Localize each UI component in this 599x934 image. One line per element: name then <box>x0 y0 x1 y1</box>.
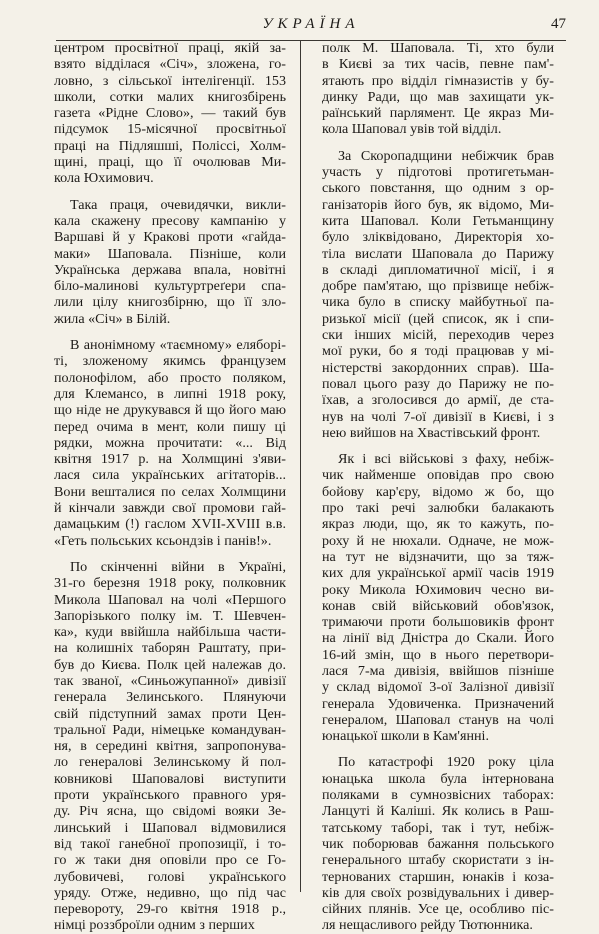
left-column <box>54 40 286 934</box>
text-line: роху й не нюхали. Одначе, не мож- <box>322 532 554 549</box>
text-line: юнацька школа була інтернована <box>322 770 554 787</box>
text-line: квітня 1917 р. на Холмщині з'яви- <box>54 451 286 468</box>
text-line: перед очима в мент, коли пишу ці <box>54 418 286 435</box>
text-line: кита Шаповал. Коли Гетьманщину <box>322 212 554 229</box>
text-line: Українська держава впала, новітні <box>54 261 286 278</box>
text-line: Микола Шаповал на чолі «Першого <box>54 591 286 608</box>
text-line: німці роззброїли одним з перших <box>54 917 255 934</box>
text-line: на тут не відзначити, що за тяж- <box>322 548 554 565</box>
paragraph <box>54 559 286 934</box>
text-line: ті, зложеному якимсь французем <box>54 353 286 370</box>
text-line: «Геть польських ксьондзів і панів!». <box>54 532 272 549</box>
text-line: школи, сотки малих книгозбірень <box>54 88 286 105</box>
text-line: татському таборі, так і тут, небіж- <box>322 819 554 836</box>
text-line: кола Шаповал увів той відділ. <box>322 121 502 138</box>
text-line: Варшаві й у Кракові проти «гайда- <box>54 229 286 246</box>
text-line: кола Юхимович. <box>54 170 154 187</box>
paragraph <box>54 337 286 549</box>
text-line: в складі дипломатичної місії, і я <box>322 261 554 278</box>
text-line: центром просвітної праці, якій за- <box>54 40 286 56</box>
text-line: генерала Зелинського. Плянуючи <box>54 689 286 706</box>
text-line: генерального штабу скористати з ін- <box>322 852 554 869</box>
text-line: ля нещасливого рейду Тютюнника. <box>322 917 533 934</box>
paragraph-gap <box>54 327 286 337</box>
text-line: ністерстві закордонних справ). Ша- <box>322 359 554 376</box>
text-line: перевороту, 29-го квітня 1918 р., <box>54 901 286 918</box>
text-line: їхав, а зголосився до армії, де ста- <box>322 392 554 409</box>
journal-title: УКРАЇНА <box>262 16 360 32</box>
text-line: поляками в сумнозвісних таборах: <box>322 787 554 804</box>
text-line: тримаючи проти большовиків фронт <box>322 614 554 631</box>
text-line: Запорізького полку ім. Т. Шевчен- <box>54 607 286 624</box>
text-line: було зліквідовано, Директорія хо- <box>322 229 554 246</box>
text-line: підсумок 15-місячної просвітньої <box>54 121 286 138</box>
text-line: ски інших місій, переходив через <box>322 327 554 344</box>
text-line: й кінчали завжди свої промови гай- <box>54 500 286 517</box>
text-line: щині, праці, що її очолював Ми- <box>54 154 286 171</box>
text-line: За Скоропадщини небіжчик брав <box>338 147 554 164</box>
text-line: го ж таки дня оповіли про се Го- <box>54 852 286 869</box>
text-line: якраз люди, що, як то кажуть, по- <box>322 516 554 533</box>
paragraph-gap <box>322 138 554 148</box>
text-line: у склад відомої 3-ої Залізної дивізії <box>322 679 554 696</box>
text-line: нув на чолі 7-ої дивізії в Києві, і з <box>322 408 554 425</box>
text-line: мої руки, бо я тоді працював у мі- <box>322 343 554 360</box>
text-line: лубовичеві, голові українського <box>54 868 286 885</box>
text-line: ятають про відділ гімназистів у бу- <box>322 72 554 89</box>
text-line: По скінченні війни в Україні, <box>70 558 286 575</box>
text-line: чика було в списку майбутньої па- <box>322 294 554 311</box>
right-column <box>322 40 554 934</box>
running-header <box>56 10 566 41</box>
paragraph <box>322 148 554 441</box>
text-line: лили цілу книгозбірню, що її зло- <box>54 294 286 311</box>
paragraph-gap <box>54 549 286 559</box>
text-line: добре пам'ятаю, що прізвище небіж- <box>322 278 554 295</box>
text-line: 31-го березня 1918 року, полковник <box>54 575 286 592</box>
text-line: ловно, з сільської інтелігенції. 153 <box>54 72 286 89</box>
paragraph-gap <box>322 441 554 451</box>
text-line: генерала Удовиченка. Призначений <box>322 695 554 712</box>
text-line: дамацьким (!) гаслом XVII-XVIII в.в. <box>54 516 286 533</box>
text-line: ких для української армії часів 1919 <box>322 565 554 582</box>
text-line: ду. Річ ясна, що свідомі вояки Зе- <box>54 803 286 820</box>
text-line: уряду. Отже, недивно, що під час <box>54 884 286 901</box>
text-line: тернованих старшин, юнаків і коза- <box>322 868 554 885</box>
paragraph <box>54 197 286 327</box>
page-number: 47 <box>551 16 566 32</box>
text-line: полк М. Шаповала. Ті, хто були <box>322 40 554 56</box>
text-line: тральної Ради, німецьке командуван- <box>54 721 286 738</box>
text-line: лася 7-ма дивізія, ввійшов пізніше <box>322 662 554 679</box>
text-line: жила «Січ» в Білій. <box>54 310 171 327</box>
text-line: По катастрофі 1920 року ціла <box>338 754 554 771</box>
paragraph <box>322 40 554 138</box>
text-line: чик найменше оповідав про свою <box>322 467 554 484</box>
paragraph <box>54 40 286 187</box>
paragraph <box>322 451 554 744</box>
paragraph-gap <box>54 187 286 197</box>
text-line: В анонімному «таємному» еляборі- <box>70 337 286 354</box>
text-line: свій підступний замах проти Цен- <box>54 705 286 722</box>
text-line: року Микола Юхимович чесно ви- <box>322 581 554 598</box>
paragraph-gap <box>322 744 554 754</box>
text-line: Вони вешталися по селах Холмщини <box>54 483 286 500</box>
text-line: Така праця, очевидячки, викли- <box>70 196 286 213</box>
text-line: юнацької школи в Кам'янні. <box>322 728 489 745</box>
text-line: линський і Шаповал відмовилися <box>54 819 286 836</box>
text-line: участь у підготові протигетьман- <box>322 164 554 181</box>
text-line: що ніде не друкувався й що його маю <box>54 402 286 419</box>
text-line: взято відділася «Січ», зложена, го- <box>54 56 286 73</box>
text-line: рядки, можна прочитати: «... Від <box>54 434 286 451</box>
text-line: для Клемансо, в липні 1918 року, <box>54 385 286 402</box>
paragraph <box>322 754 554 933</box>
text-line: ганізаторів його був, як відомо, Ми- <box>322 196 554 213</box>
text-line: лася сила українських агітаторів... <box>54 467 286 484</box>
text-line: конав свій військовий обов'язок, <box>322 597 554 614</box>
text-line: так званої, «Синьожупанної» дивізії <box>54 672 286 689</box>
text-line: бойову кар'єру, відомо ж бо, що <box>322 483 554 500</box>
text-line: праці на Підляшші, Поліссі, Холм- <box>54 137 286 154</box>
text-line: раїнський парлямент. Це якраз Ми- <box>322 105 554 122</box>
text-line: ського повстання, що одним з ор- <box>322 180 554 197</box>
text-line: на лінії від Дністра до Скали. Його <box>322 630 554 647</box>
text-line: від такої ганебної пропозиції, і то- <box>54 835 286 852</box>
text-line: на колишніх таборян Раштату, при- <box>54 640 286 657</box>
text-line: нею вийшов на Хвастівський фронт. <box>322 424 541 441</box>
column-divider <box>300 40 301 892</box>
text-line: біло-малинові культуртреґери спа- <box>54 278 286 295</box>
text-line: генералом, Шаповал станув на чолі <box>322 711 554 728</box>
text-line: кала скажену пресову кампанію у <box>54 212 286 229</box>
text-line: ня, в середині квітня, запропонува- <box>54 738 286 755</box>
text-line: чик поборював бажання польського <box>322 835 554 852</box>
text-line: сійних плянів. Усе це, особливо піс- <box>322 901 554 918</box>
text-line: полонофілом, або просто поляком, <box>54 369 286 386</box>
text-line: маки» Шаповала. Пізніше, коли <box>54 245 286 262</box>
text-line: про такі речі залюбки балакають <box>322 500 554 517</box>
text-line: 16-ий змін, що в нього перетвори- <box>322 646 554 663</box>
text-line: в Києві за тих часів, певне пам'- <box>322 56 554 73</box>
text-line: ковникові Шаповалові виступити <box>54 770 286 787</box>
text-line: ків для своїх розвідувальних і дивер- <box>322 884 554 901</box>
text-line: ло генералові Зелинському й пол- <box>54 754 286 771</box>
text-line: повал цього разу до Парижу не по- <box>322 375 554 392</box>
text-line: динку Ради, що мав захищати ук- <box>322 88 554 105</box>
text-line: тіла вислати Шаповала до Парижу <box>322 245 554 262</box>
text-line: проти українського правного уря- <box>54 787 286 804</box>
text-line: ка», куди ввійшла найбільша части- <box>54 624 286 641</box>
text-line: ризької місії (цей список, як і спи- <box>322 310 554 327</box>
text-line: газета «Рідне Слово», — такий був <box>54 105 286 122</box>
text-line: Ланцуті й Каліші. Як колись в Раш- <box>322 803 554 820</box>
text-line: Як і всі військові з фаху, небіж- <box>338 451 554 468</box>
text-line: був до Києва. Полк цей належав до. <box>54 656 286 673</box>
